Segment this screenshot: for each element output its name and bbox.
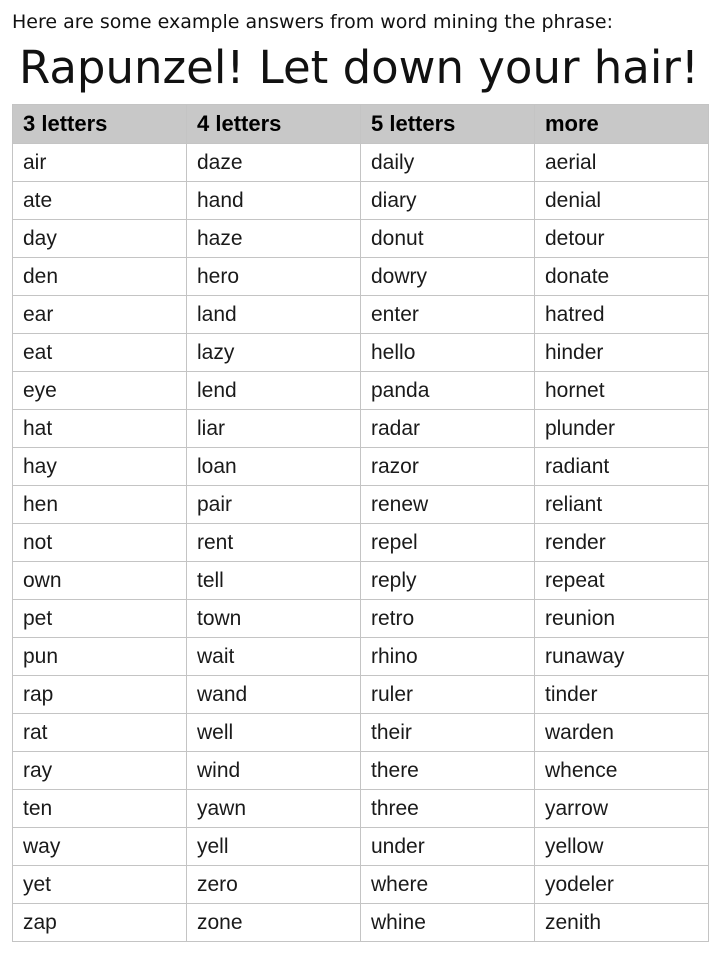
table-row [13, 182, 709, 220]
word-cell-5-letters: there [361, 752, 535, 790]
word-cell-more: plunder [535, 410, 709, 448]
word-cell-3-letters: zap [13, 904, 187, 942]
word-cell-4-letters: daze [187, 144, 361, 182]
word-cell-5-letters: where [361, 866, 535, 904]
word-cell-3-letters: way [13, 828, 187, 866]
table-row [13, 524, 709, 562]
word-cell-3-letters: own [13, 562, 187, 600]
word-cell-5-letters: radar [361, 410, 535, 448]
word-cell-3-letters: ate [13, 182, 187, 220]
word-cell-4-letters: town [187, 600, 361, 638]
word-cell-more: yarrow [535, 790, 709, 828]
word-cell-4-letters: lazy [187, 334, 361, 372]
word-cell-4-letters: pair [187, 486, 361, 524]
word-cell-3-letters: day [13, 220, 187, 258]
word-cell-3-letters: ear [13, 296, 187, 334]
table-row [13, 334, 709, 372]
word-cell-more: zenith [535, 904, 709, 942]
word-cell-more: yodeler [535, 866, 709, 904]
word-cell-3-letters: hat [13, 410, 187, 448]
word-cell-more: detour [535, 220, 709, 258]
word-cell-4-letters: wand [187, 676, 361, 714]
header-row [13, 105, 709, 144]
word-cell-4-letters: lend [187, 372, 361, 410]
word-cell-5-letters: whine [361, 904, 535, 942]
word-cell-4-letters: zone [187, 904, 361, 942]
word-cell-5-letters: dowry [361, 258, 535, 296]
word-cell-5-letters: rhino [361, 638, 535, 676]
table-row [13, 486, 709, 524]
word-cell-5-letters: reply [361, 562, 535, 600]
word-table [12, 104, 709, 942]
table-row [13, 600, 709, 638]
word-cell-4-letters: hero [187, 258, 361, 296]
table-row [13, 562, 709, 600]
word-cell-3-letters: rat [13, 714, 187, 752]
table-row [13, 714, 709, 752]
table-row [13, 448, 709, 486]
word-cell-3-letters: pun [13, 638, 187, 676]
table-row [13, 258, 709, 296]
table-body [13, 144, 709, 942]
word-cell-5-letters: three [361, 790, 535, 828]
word-cell-more: warden [535, 714, 709, 752]
word-cell-4-letters: hand [187, 182, 361, 220]
word-cell-3-letters: ten [13, 790, 187, 828]
word-cell-more: hinder [535, 334, 709, 372]
table-row [13, 220, 709, 258]
table-row [13, 752, 709, 790]
word-cell-4-letters: yawn [187, 790, 361, 828]
word-cell-more: render [535, 524, 709, 562]
word-cell-4-letters: zero [187, 866, 361, 904]
word-cell-more: whence [535, 752, 709, 790]
word-cell-more: aerial [535, 144, 709, 182]
word-cell-more: reunion [535, 600, 709, 638]
word-cell-5-letters: panda [361, 372, 535, 410]
word-cell-4-letters: land [187, 296, 361, 334]
word-cell-3-letters: hen [13, 486, 187, 524]
word-cell-3-letters: den [13, 258, 187, 296]
word-cell-more: donate [535, 258, 709, 296]
word-cell-more: denial [535, 182, 709, 220]
word-cell-3-letters: pet [13, 600, 187, 638]
word-cell-5-letters: donut [361, 220, 535, 258]
word-cell-5-letters: razor [361, 448, 535, 486]
table-row [13, 638, 709, 676]
word-cell-3-letters: hay [13, 448, 187, 486]
word-cell-4-letters: well [187, 714, 361, 752]
word-cell-4-letters: wait [187, 638, 361, 676]
word-cell-5-letters: renew [361, 486, 535, 524]
table-row [13, 372, 709, 410]
word-cell-4-letters: loan [187, 448, 361, 486]
column-header-5-letters: 5 letters [361, 105, 535, 144]
phrase-title: Rapunzel! Let down your hair! [19, 41, 699, 94]
word-cell-4-letters: wind [187, 752, 361, 790]
word-cell-more: reliant [535, 486, 709, 524]
word-cell-4-letters: haze [187, 220, 361, 258]
table-row [13, 676, 709, 714]
word-cell-5-letters: retro [361, 600, 535, 638]
word-cell-4-letters: tell [187, 562, 361, 600]
table-row [13, 410, 709, 448]
word-cell-5-letters: enter [361, 296, 535, 334]
word-cell-5-letters: repel [361, 524, 535, 562]
word-cell-more: repeat [535, 562, 709, 600]
word-cell-3-letters: air [13, 144, 187, 182]
word-cell-more: tinder [535, 676, 709, 714]
table-row [13, 904, 709, 942]
word-cell-more: radiant [535, 448, 709, 486]
word-cell-4-letters: rent [187, 524, 361, 562]
word-cell-5-letters: their [361, 714, 535, 752]
intro-text: Here are some example answers from word mining the phrase: [12, 11, 614, 33]
word-cell-5-letters: ruler [361, 676, 535, 714]
word-cell-5-letters: daily [361, 144, 535, 182]
word-cell-more: runaway [535, 638, 709, 676]
column-header-more: more [535, 105, 709, 144]
table-row [13, 866, 709, 904]
word-cell-3-letters: yet [13, 866, 187, 904]
word-cell-5-letters: hello [361, 334, 535, 372]
word-cell-4-letters: yell [187, 828, 361, 866]
word-cell-3-letters: ray [13, 752, 187, 790]
table-row [13, 790, 709, 828]
column-header-3-letters: 3 letters [13, 105, 187, 144]
word-cell-3-letters: eye [13, 372, 187, 410]
table-row [13, 296, 709, 334]
word-cell-3-letters: rap [13, 676, 187, 714]
column-header-4-letters: 4 letters [187, 105, 361, 144]
word-cell-more: hatred [535, 296, 709, 334]
word-cell-3-letters: eat [13, 334, 187, 372]
word-cell-4-letters: liar [187, 410, 361, 448]
table-row [13, 144, 709, 182]
table-row [13, 828, 709, 866]
word-cell-5-letters: under [361, 828, 535, 866]
word-cell-5-letters: diary [361, 182, 535, 220]
word-cell-more: yellow [535, 828, 709, 866]
word-cell-more: hornet [535, 372, 709, 410]
word-cell-3-letters: not [13, 524, 187, 562]
